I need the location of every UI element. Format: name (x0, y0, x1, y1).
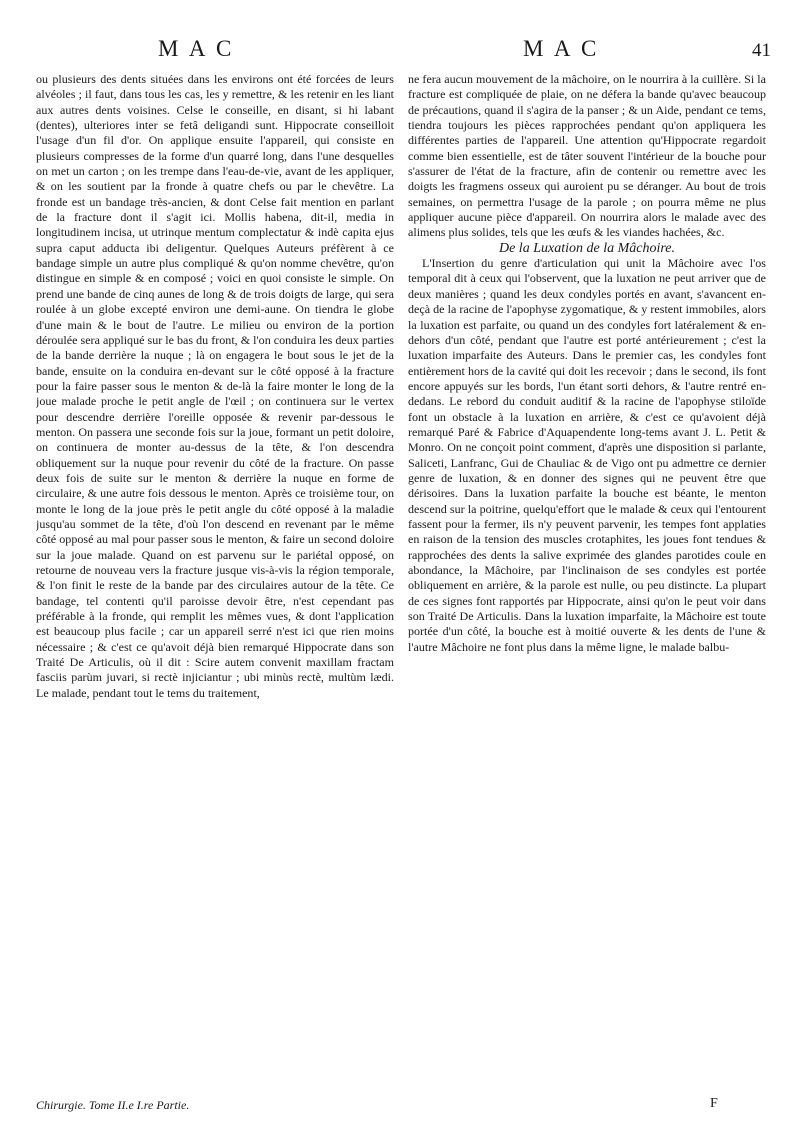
page-number: 41 (752, 40, 771, 61)
signature-mark: F (710, 1096, 718, 1111)
running-head-right: M A C (523, 36, 600, 61)
running-head-left: M A C (158, 36, 235, 61)
footer-volume: Chirurgie. Tome II.e I.re Partie. (36, 1098, 190, 1112)
section-title: De la Luxation de la Mâchoire. (498, 240, 675, 256)
right-column (408, 72, 766, 1092)
right-column-intro: ne fera aucun mouvement de la mâchoire, on le nourrira à la cuillère. Si la fracture est compliquée de plaie, on ne défera la bande qu'avec beaucoup de précautions, quand il s'agira de la panser ; & un Aide, pendant ce tems, tiendra toujours les pièces rapprochées pendant qu'on appliquera les différentes parties de l'appareil. Une attention qu'Hippocrate regardoit comme bien essentielle, est de tâter souvent l'intérieur de la bouche pour s'assurer de l'état de la fracture, afin de contenir ou remettre avec les doigts les fragmens osseux qui auroient pu se déranger. Au bout de trois semaines, on permettra l'usage de la parole ; on pourra même ne plus appliquer aucune pièce d'appareil. On nourrira alors le malade avec des alimens plus solides, tels que les œufs & les viandes hachées, &c. (408, 72, 766, 240)
left-column-paragraph: ou plusieurs des dents situées dans les environs ont été forcées de leurs alvéoles ; il faut, dans tous les cas, les y remettre, & les retenir en les liant aux autres dents voisines. Celse le conseille, en disant, si hi labant (dentes), ulteriores inter se fetâ deligandi sunt. Hippocrate conseilloit l'usage d'un fil d'or. On applique ensuite l'appareil, qui consiste en plusieurs compresses de la forme d'un quarré long, dans l'une desquelles on met un carton ; on les trempe dans l'eau-de-vie, avant de les appliquer, & on les soutient par la fronde à quatre chefs ou par le chevêtre. La fronde est un bandage très-ancien, & dont Celse fait mention en parlant de la fracture dont il s'agit ici. Mollis habena, dit-il, media in longitudinem incisa, ut utrinque mentum complectatur & indè capita ejus supra caput adducta ibi deligentur. Quelques Auteurs préfèrent à ce bandage simple un autre plus compliqué & qu'on nomme chevêtre, qu'on distingue en simple & en composé ; voici en quoi consiste le simple. On prend une bande de cinq aunes de long & de trois doigts de large, qui sera roulée à un globe excepté environ une demi-aune. On tiendra le globe d'une main & le bout de l'autre. Le milieu ou environ de la portion déroulée sera appliqué sur le bas du front, & l'on conduira les deux parties de la bande derrière la nuque ; là on engagera le bout sous le jet de la bande, ensuite on la conduira en-devant sur le côté opposé à la fracture pour la faire passer sous le menton & de-là la faire monter le long de la joue malade proche le petit angle de l'œil ; on continuera sur le vertex pour descendre derrière l'oreille opposée & revenir par-dessous le menton. On passera une seconde fois sur la joue, formant un petit doloire, on continuera de monter au-dessus de la tête, & l'on descendra obliquement sur la nuque pour revenir du côté de la fracture. On passe deux fois de suite sur le menton & derrière la nuque en forme de circulaire, & une autre fois dessous le menton. Après ce troisième tour, on monte le long de la joue près le petit angle du côté opposé à la maladie jusqu'au sommet de la tête, d'où l'on descend en revenant par le même côté opposé au mal pour passer sous le menton, & faire un second doloire sur la joue malade. Quand on est parvenu sur le pariétal opposé, on retourne de nouveau vers la fracture jusque vis-à-vis la région temporale, & l'on finit le reste de la bande par des circulaires autour de la tête. Ce bandage, tel contenti qu'il paroisse devoir être, n'est cependant pas préférable à la fronde, qui remplit les mêmes vues, & dont l'application est beaucoup plus facile ; car un appareil serré n'est ici que rien moins nécessaire ; & c'est ce qu'avoit déjà bien remarqué Hippocrate dans son Traité De Articulis, où il dit : Scire autem convenit maxillam fractam fasciis parùm juvari, si rectè injiciantur ; ubi minùs rectè, multùm lædi. Le malade, pendant tout le tems du traitement, (36, 72, 394, 700)
right-column-body: L'Insertion du genre d'articulation qui unit la Mâchoire avec l'os temporal dit à ceux qui l'observent, que la luxation ne peut arriver que de deux manières ; quand les deux condyles portés en avant, s'avancent en-deçà de la racine de l'apophyse zygomatique, & y restent immobiles, alors la luxation est parfaite, ou quand un des condyles fort latéralement & en-dehors d'un côté, pendant que l'autre est porté antérieurement ; c'est la luxation imparfaite des Auteurs. Dans le premier cas, les condyles font entièrement hors de la cavité qui doit les recevoir ; dans le second, ils font encore appuyés sur les bords, l'un étant sorti dehors, & l'autre rentré en-dedans. Le rebord du conduit auditif & la racine de l'apophyse stiloïde font un obstacle à la luxation en arrière, & c'est ce qu'avoient déjà remarqué Paré & Fabrice d'Aquapendente long-tems avant J. L. Petit & Monro. On ne conçoit point comment, d'après une disposition si parlante, Saliceti, Lanfranc, Gui de Chauliac & de Vigo ont pu admettre ce dernier genre de luxation, & en donner des signes qui ne peuvent être que dérisoires. Dans la luxation parfaite la bouche est béante, le menton descend sur la poitrine, quelqu'effort que le malade & ceux qui l'entourent fassent pour la fermer, ils n'y peuvent parvenir, les tempes font applaties en raison de la tension des muscles crotaphites, les joues font tendues & rapprochées des dents la salive exprimée des glandes parotides coule en abondance, la Mâchoire, par l'inclinaison de ses condyles est portée obliquement en arrière, & la parole est nulle, ou peu distincte. La plupart de ces signes font rapportés par Hippocrate, ainsi qu'on le peut voir dans son Traité De Articulis. Dans la luxation imparfaite, la Mâchoire est toute portée d'un côté, la bouche est à moitié ouverte & les dents de l'une & l'autre Mâchoire ne font plus dans la même ligne, le malade balbu- (408, 256, 766, 654)
left-column (36, 72, 394, 1092)
